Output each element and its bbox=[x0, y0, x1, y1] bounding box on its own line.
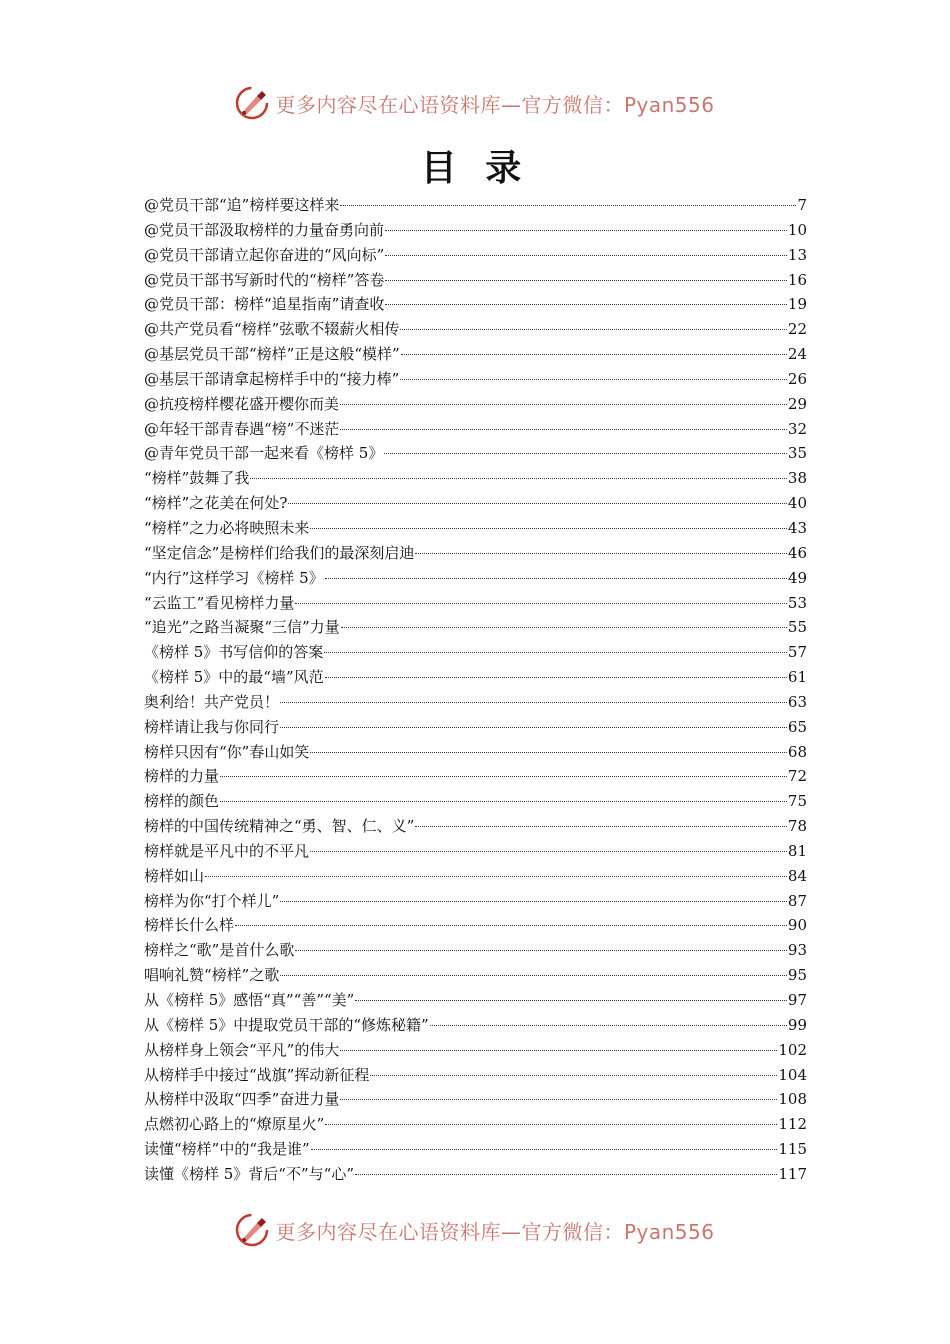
toc-entry[interactable] bbox=[144, 317, 807, 342]
toc-entry-title: 从榜样身上领会“平凡”的伟大 bbox=[144, 1040, 340, 1059]
toc-entry-page-number: 117 bbox=[778, 1164, 807, 1183]
toc-entry-title: @党员干部：榜样“追星指南”请查收 bbox=[144, 295, 385, 314]
toc-entry-page-number: 90 bbox=[787, 916, 807, 935]
toc-entry[interactable] bbox=[144, 665, 807, 690]
toc-entry-page-number: 87 bbox=[787, 891, 807, 910]
toc-entry-page-number: 75 bbox=[787, 792, 807, 811]
toc-dot-leader bbox=[235, 924, 787, 926]
toc-entry[interactable] bbox=[144, 491, 807, 516]
toc-entry-title: @共产党员看“榜样”弦歌不辍薪火相传 bbox=[144, 320, 400, 339]
toc-entry[interactable] bbox=[144, 193, 807, 218]
page-title: 目 录 bbox=[420, 147, 530, 189]
toc-entry-page-number: 97 bbox=[787, 991, 807, 1009]
toc-dot-leader bbox=[324, 651, 787, 653]
toc-entry-page-number: 19 bbox=[787, 295, 807, 314]
toc-entry-page-number: 72 bbox=[787, 767, 807, 786]
toc-entry-title: 从《榜样 5》中提取党员干部的“修炼秘籍” bbox=[144, 1015, 429, 1034]
toc-entry-title: “追光”之路当凝聚“三信”力量 bbox=[144, 618, 340, 637]
toc-dot-leader bbox=[311, 1148, 778, 1150]
toc-entry-title: 从榜样手中接过“战旗”挥动新征程 bbox=[144, 1065, 370, 1084]
toc-entry[interactable] bbox=[144, 715, 807, 740]
toc-entry[interactable] bbox=[144, 541, 807, 566]
toc-entry-title: 榜样就是平凡中的不平凡 bbox=[144, 841, 310, 860]
toc-entry-page-number: 46 bbox=[787, 543, 807, 562]
toc-entry-page-number: 115 bbox=[778, 1140, 807, 1159]
toc-entry[interactable] bbox=[144, 243, 807, 268]
toc-entry-page-number: 24 bbox=[787, 345, 807, 364]
toc-dot-leader bbox=[295, 949, 787, 951]
toc-dot-leader bbox=[400, 328, 787, 330]
toc-dot-leader bbox=[280, 974, 787, 976]
toc-dot-leader bbox=[310, 850, 787, 852]
toc-entry-title: 奥利给！共产党员！ bbox=[144, 692, 280, 711]
toc-entry[interactable] bbox=[144, 789, 807, 814]
header-banner bbox=[0, 86, 950, 120]
toc-entry-title: 点燃初心路上的“燎原星火” bbox=[144, 1115, 325, 1134]
toc-entry-title: 读懂“榜样”中的“我是谁” bbox=[144, 1140, 310, 1159]
toc-entry[interactable] bbox=[144, 740, 807, 765]
toc-entry-page-number: 35 bbox=[787, 444, 807, 463]
toc-entry-title: “坚定信念”是榜样们给我们的最深刻启迪 bbox=[144, 543, 415, 562]
toc-entry[interactable] bbox=[144, 988, 807, 1013]
toc-dot-leader bbox=[288, 502, 787, 504]
toc-dot-leader bbox=[340, 1049, 777, 1051]
toc-entry[interactable] bbox=[144, 913, 807, 938]
footer-banner bbox=[0, 1213, 950, 1247]
toc-dot-leader bbox=[325, 577, 787, 579]
toc-entry-title: “榜样”鼓舞了我 bbox=[144, 469, 250, 488]
toc-entry[interactable] bbox=[144, 566, 807, 591]
toc-dot-leader bbox=[401, 353, 787, 355]
toc-entry[interactable] bbox=[144, 615, 807, 640]
toc-entry-title: “榜样”之花美在何处? bbox=[144, 494, 288, 513]
toc-entry[interactable] bbox=[144, 1162, 807, 1187]
toc-entry-page-number: 40 bbox=[787, 494, 807, 513]
toc-entry[interactable] bbox=[144, 814, 807, 839]
toc-entry[interactable] bbox=[144, 268, 807, 293]
toc-entry-page-number: 68 bbox=[787, 742, 807, 761]
toc-entry-title: @基层干部请拿起榜样手中的“接力棒” bbox=[144, 369, 400, 388]
toc-dot-leader bbox=[355, 999, 787, 1001]
toc-entry[interactable] bbox=[144, 839, 807, 864]
toc-entry[interactable] bbox=[144, 1013, 807, 1038]
toc-entry-title: “内行”这样学习《榜样 5》 bbox=[144, 568, 324, 587]
toc-dot-leader bbox=[220, 800, 787, 802]
toc-entry-page-number: 13 bbox=[787, 245, 807, 264]
toc-dot-leader bbox=[325, 676, 787, 678]
toc-entry[interactable] bbox=[144, 1087, 807, 1112]
toc-entry-title: 榜样为你“打个样儿” bbox=[144, 891, 280, 910]
toc-entry[interactable] bbox=[144, 417, 807, 442]
toc-entry[interactable] bbox=[144, 864, 807, 889]
toc-dot-leader bbox=[205, 875, 787, 877]
toc-entry[interactable] bbox=[144, 392, 807, 417]
toc-entry-page-number: 29 bbox=[787, 394, 807, 413]
toc-entry-title: 榜样的力量 bbox=[144, 767, 220, 786]
toc-dot-leader bbox=[310, 527, 787, 529]
toc-dot-leader bbox=[220, 775, 787, 777]
toc-entry-page-number: 7 bbox=[797, 196, 807, 214]
toc-entry-title: “云监工”看见榜样力量 bbox=[144, 593, 295, 612]
toc-dot-leader bbox=[250, 477, 787, 479]
toc-entry-title: @党员干部“追”榜样要这样来 bbox=[144, 196, 340, 214]
toc-entry-title: “榜样”之力必将映照未来 bbox=[144, 518, 310, 537]
toc-dot-leader bbox=[280, 701, 787, 703]
toc-entry-page-number: 49 bbox=[787, 568, 807, 587]
toc-dot-leader bbox=[415, 825, 787, 827]
toc-entry-page-number: 84 bbox=[787, 866, 807, 885]
toc-entry-title: 从《榜样 5》感悟“真”“善”“美” bbox=[144, 991, 355, 1009]
toc-entry-page-number: 32 bbox=[787, 419, 807, 438]
toc-dot-leader bbox=[280, 900, 787, 902]
toc-entry-page-number: 53 bbox=[787, 593, 807, 612]
toc-entry-page-number: 78 bbox=[787, 817, 807, 836]
toc-entry[interactable] bbox=[144, 218, 807, 243]
toc-dot-leader bbox=[385, 303, 787, 305]
toc-entry-page-number: 99 bbox=[787, 1015, 807, 1034]
toc-entry-title: 榜样长什么样 bbox=[144, 916, 235, 935]
toc-entry-title: @青年党员干部一起来看《榜样 5》 bbox=[144, 444, 384, 463]
toc-entry-page-number: 65 bbox=[787, 717, 807, 736]
toc-entry-title: 唱响礼赞“榜样”之歌 bbox=[144, 966, 280, 985]
toc-dot-leader bbox=[340, 428, 787, 430]
toc-entry-title: 榜样如山 bbox=[144, 866, 205, 885]
toc-entry-title: 《榜样 5》中的最“墙”风范 bbox=[144, 668, 324, 687]
toc-entry-title: 榜样的颜色 bbox=[144, 792, 220, 811]
toc-dot-leader bbox=[415, 552, 787, 554]
toc-dot-leader bbox=[340, 1098, 777, 1100]
toc-entry-title: @党员干部请立起你奋进的“风向标” bbox=[144, 245, 385, 264]
toc-entry[interactable] bbox=[144, 764, 807, 789]
pen-nib-logo-icon bbox=[235, 86, 269, 120]
toc-entry-title: 《榜样 5》书写信仰的答案 bbox=[144, 643, 324, 662]
toc-entry-page-number: 57 bbox=[787, 643, 807, 662]
toc-entry-title: 榜样只因有“你”春山如笑 bbox=[144, 742, 310, 761]
toc-entry-title: @党员干部汲取榜样的力量奋勇向前 bbox=[144, 220, 385, 239]
toc-entry[interactable] bbox=[144, 591, 807, 616]
toc-entry-page-number: 108 bbox=[778, 1090, 807, 1109]
toc-entry[interactable] bbox=[144, 441, 807, 466]
toc-dot-leader bbox=[370, 1074, 777, 1076]
toc-entry-title: 榜样请让我与你同行 bbox=[144, 717, 280, 736]
toc-entry-page-number: 93 bbox=[787, 941, 807, 960]
toc-entry-page-number: 26 bbox=[787, 369, 807, 388]
header-banner-text: 更多内容尽在心语资料库—官方微信：Pyan556 bbox=[275, 92, 715, 117]
toc-entry-title: @党员干部书写新时代的“榜样”答卷 bbox=[144, 270, 385, 289]
toc-dot-leader bbox=[384, 452, 787, 454]
footer-banner-text: 更多内容尽在心语资料库—官方微信：Pyan556 bbox=[275, 1219, 715, 1244]
toc-dot-leader bbox=[280, 726, 787, 728]
toc-entry[interactable] bbox=[144, 640, 807, 665]
toc-entry[interactable] bbox=[144, 516, 807, 541]
toc-entry-title: @年轻干部青春遇“榜”不迷茫 bbox=[144, 419, 340, 438]
toc-entry-page-number: 43 bbox=[787, 518, 807, 537]
toc-entry-page-number: 61 bbox=[787, 668, 807, 687]
toc-entry[interactable] bbox=[144, 292, 807, 317]
toc-entry[interactable] bbox=[144, 1038, 807, 1063]
toc-entry-title: 读懂《榜样 5》背后“不”与“心” bbox=[144, 1164, 354, 1183]
toc-dot-leader bbox=[325, 1123, 777, 1125]
table-of-contents bbox=[144, 193, 807, 1187]
toc-entry[interactable] bbox=[144, 1112, 807, 1137]
toc-dot-leader bbox=[355, 1173, 777, 1175]
toc-dot-leader bbox=[385, 229, 787, 231]
toc-entry-page-number: 22 bbox=[787, 320, 807, 339]
toc-dot-leader bbox=[340, 204, 796, 206]
toc-dot-leader bbox=[341, 626, 787, 628]
toc-entry-page-number: 10 bbox=[787, 220, 807, 239]
toc-entry-page-number: 102 bbox=[778, 1040, 807, 1059]
toc-entry[interactable] bbox=[144, 690, 807, 715]
pen-nib-logo-icon bbox=[235, 1213, 269, 1247]
toc-dot-leader bbox=[310, 751, 787, 753]
toc-entry[interactable] bbox=[144, 963, 807, 988]
toc-entry-title: 榜样之“歌”是首什么歌 bbox=[144, 941, 295, 960]
toc-entry-page-number: 16 bbox=[787, 270, 807, 289]
toc-dot-leader bbox=[340, 403, 787, 405]
toc-dot-leader bbox=[430, 1024, 787, 1026]
toc-entry-page-number: 112 bbox=[778, 1115, 807, 1134]
toc-entry-page-number: 95 bbox=[787, 966, 807, 985]
toc-entry[interactable] bbox=[144, 342, 807, 367]
toc-entry-title: 从榜样中汲取“四季”奋进力量 bbox=[144, 1090, 340, 1109]
toc-entry-title: 榜样的中国传统精神之“勇、智、仁、义” bbox=[144, 817, 415, 836]
toc-entry-page-number: 38 bbox=[787, 469, 807, 488]
toc-entry-page-number: 81 bbox=[787, 841, 807, 860]
toc-entry-page-number: 55 bbox=[787, 618, 807, 637]
toc-entry[interactable] bbox=[144, 466, 807, 491]
toc-entry-title: @抗疫榜样樱花盛开樱你而美 bbox=[144, 394, 340, 413]
toc-entry-page-number: 63 bbox=[787, 692, 807, 711]
toc-entry-page-number: 104 bbox=[778, 1065, 807, 1084]
toc-entry[interactable] bbox=[144, 889, 807, 914]
toc-dot-leader bbox=[385, 279, 787, 281]
toc-entry[interactable] bbox=[144, 1063, 807, 1088]
toc-entry[interactable] bbox=[144, 938, 807, 963]
toc-dot-leader bbox=[385, 254, 787, 256]
toc-dot-leader bbox=[295, 602, 787, 604]
toc-dot-leader bbox=[400, 378, 787, 380]
toc-entry[interactable] bbox=[144, 367, 807, 392]
toc-entry-title: @基层党员干部“榜样”正是这般“模样” bbox=[144, 345, 400, 364]
toc-entry[interactable] bbox=[144, 1137, 807, 1162]
